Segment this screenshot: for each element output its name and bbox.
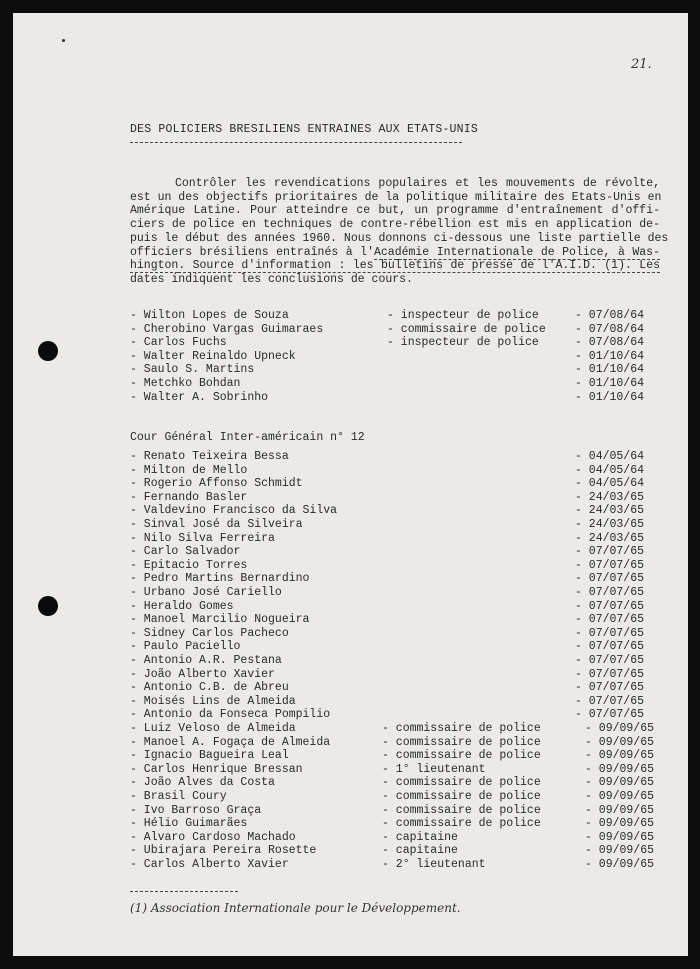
document-page [13,13,688,956]
course-date: - 07/07/65 [575,681,645,695]
officer-rank: - capitaine [382,830,458,844]
officer-name: - Ubirajara Pereira Rosette [130,844,317,858]
officer-name: - Nilo Silva Ferreira [130,531,275,545]
officer-name: - Urbano José Cariello [130,585,282,599]
officer-name: - Carlo Salvador [130,545,241,559]
course-date: - 09/09/65 [585,803,655,817]
officer-name: - Brasil Coury [130,789,227,803]
course-date: - 09/09/65 [585,857,655,871]
punch-hole [38,341,58,361]
course-date: - 09/09/65 [585,789,655,803]
academy-reference-cont: hington [130,259,179,273]
officer-name: - Carlos Alberto Xavier [130,857,289,871]
officer-name: - Rogerio Affonso Schmidt [130,477,303,491]
academy-reference: Académie Internationale de Police, à Was- [373,245,660,259]
officer-rank: - commissaire de police [382,776,541,790]
paper-speck [62,39,65,42]
intro-line: Amérique Latine. Pour atteindre ce but, un programme d'entraînement d'offi- [130,204,660,218]
course-date: - 09/09/65 [585,830,655,844]
officer-name: - Manoel A. Fogaça de Almeida [130,735,331,749]
course-date: - 07/07/65 [575,558,645,572]
course-date: - 09/09/65 [585,749,655,763]
officer-name: - Carlos Fuchs [130,336,227,350]
officer-rank: - commissaire de police [382,749,541,763]
officer-name: - Sinval José da Silveira [130,517,303,531]
page-number: 21. [631,57,652,72]
officer-name: - Carlos Henrique Bressan [130,762,303,776]
officer-name: - Antonio A.R. Pestana [130,653,282,667]
officer-name: - Renato Teixeira Bessa [130,450,289,463]
source-reference: . Source d'information : les bulletins de presse de l'A.I.D. (1). Les [178,259,660,273]
course-date: - 01/10/64 [575,376,645,390]
course-date: - 01/10/64 [575,363,645,377]
officer-name: - Epitacio Torres [130,558,248,572]
officer-name: - Antonio C.B. de Abreu [130,681,289,695]
officer-name: - Manoel Marcilio Nogueira [130,613,310,627]
course-date: - 09/09/65 [585,817,655,831]
intro-line: Contrôler les revendications populaires et les mouvements de révolte, [175,177,660,190]
footnote-separator [130,891,238,892]
course-date: - 07/07/65 [575,599,645,613]
course-date: - 04/05/64 [575,463,645,477]
course-date: - 24/03/65 [575,504,645,518]
course-date: - 07/07/65 [575,613,645,627]
officer-name: - Moisés Lins de Almeida [130,694,296,708]
intro-line [130,246,660,260]
officer-rank: - capitaine [382,844,458,858]
intro-line: dates indiquent les conclusions de cours. [130,272,413,286]
footnote: (1) Association Internationale pour le Développement. [130,901,461,915]
document-title: DES POLICIERS BRESILIENS ENTRAINES AUX ETATS-UNIS [130,123,478,136]
intro-text: officiers brésiliens entraînés à l' [130,245,374,259]
officer-rank: - inspecteur de police [387,309,539,322]
officer-name: - Ignacio Bagueira Leal [130,749,289,763]
officer-rank: - inspecteur de police [387,336,539,350]
officer-name: - Walter A. Sobrinho [130,390,269,404]
course-date: - 09/09/65 [585,776,655,790]
course-subtitle: Cour Général Inter-américain n° 12 [130,431,365,444]
course-date: - 04/05/64 [575,477,645,491]
officer-rank: - commissaire de police [382,722,541,735]
officer-name: - Valdevino Francisco da Silva [130,504,338,518]
officer-name: - Sidney Carlos Pacheco [130,626,289,640]
officer-name: - Wilton Lopes de Souza [130,309,289,322]
course-date: - 07/07/65 [575,640,645,654]
officer-name: - João Alves da Costa [130,776,275,790]
officer-name: - Ivo Barroso Graça [130,803,262,817]
course-date: - 01/10/64 [575,390,645,404]
course-date: - 01/10/64 [575,349,645,363]
course-date: - 07/08/64 [575,322,645,336]
intro-paragraph [130,177,669,287]
officer-rank: - commissaire de police [382,803,541,817]
officer-rank: - commissaire de police [387,322,546,336]
course-date: - 24/03/65 [575,490,645,504]
officer-name: - João Alberto Xavier [130,667,275,681]
course-date: - 07/07/65 [575,626,645,640]
officer-rank: - 2° lieutenant [382,857,486,871]
officer-name: - Cherobino Vargas Guimaraes [130,322,324,336]
officer-name: - Antonio da Fonseca Pompilio [130,708,331,722]
course-date: - 07/07/65 [575,708,645,722]
course-date: - 09/09/65 [585,722,655,735]
course-date: - 24/03/65 [575,531,645,545]
course-date: - 04/05/64 [575,450,645,463]
course-date: - 07/07/65 [575,667,645,681]
course-date: - 09/09/65 [585,735,655,749]
intro-line [130,259,660,273]
officer-rank: - 1° lieutenant [382,762,486,776]
officer-name: - Hélio Guimarães [130,817,248,831]
officer-rank: - commissaire de police [382,789,541,803]
course-date: - 24/03/65 [575,517,645,531]
course-date: - 09/09/65 [585,762,655,776]
title-underline [130,142,462,143]
officer-rank: - commissaire de police [382,817,541,831]
officer-name: - Pedro Martins Bernardino [130,572,310,586]
course-date: - 07/07/65 [575,545,645,559]
course-date: - 07/08/64 [575,309,645,322]
officer-rank: - commissaire de police [382,735,541,749]
officer-name: - Heraldo Gomes [130,599,234,613]
officer-name: - Metchko Bohdan [130,376,241,390]
officer-name: - Fernando Basler [130,490,248,504]
officer-name: - Walter Reinaldo Upneck [130,349,296,363]
punch-hole [38,596,58,616]
course-date: - 07/08/64 [575,336,645,350]
course-date: - 07/07/65 [575,585,645,599]
intro-line: est un des objectifs prioritaires de la politique militaire des Etats-Unis en [130,190,662,204]
course-date: - 07/07/65 [575,653,645,667]
officer-name: - Milton de Mello [130,463,248,477]
intro-line: ciers de police en techniques de contre-rébellion est mis en application de- [130,218,660,232]
officer-name: - Alvaro Cardoso Machado [130,830,296,844]
course-date: - 07/07/65 [575,694,645,708]
course-date: - 09/09/65 [585,844,655,858]
officer-name: - Paulo Paciello [130,640,241,654]
officer-name: - Luiz Veloso de Almeida [130,722,296,735]
intro-line: puis le début des années 1960. Nous donnons ci-dessous une liste partielle des [130,231,669,245]
officer-name: - Saulo S. Martins [130,363,255,377]
course-date: - 07/07/65 [575,572,645,586]
